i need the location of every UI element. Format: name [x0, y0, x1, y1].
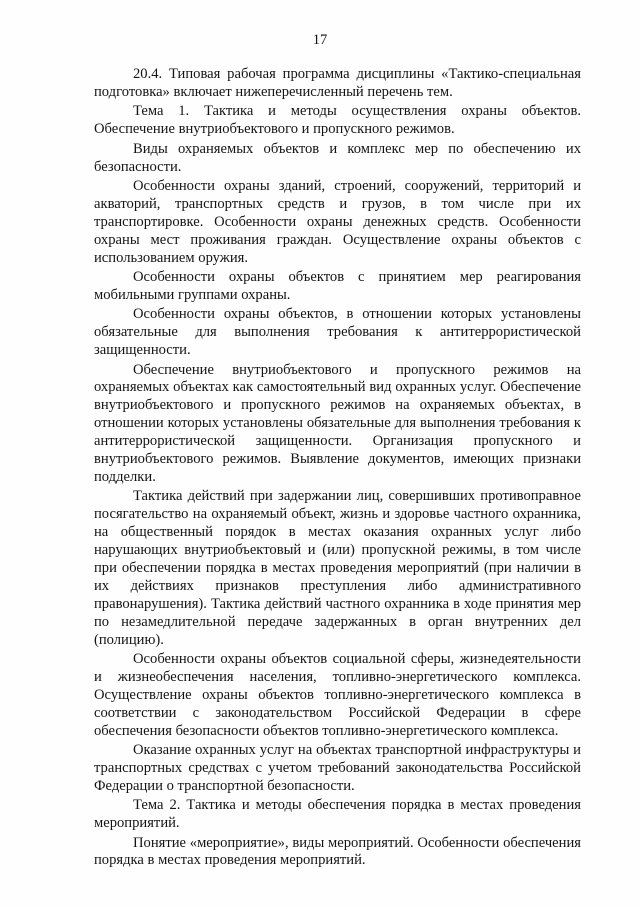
paragraph-access-regime: Обеспечение внутриобъектового и пропускного режимов на охраняемых объектах как самостоятельный вид охранных услуг. Обеспечение внутриобъектового и пропускного режимов на охраняемых объектах, в отношении которых установлены обязательные для выполнения требования к антитеррористической защищенности. Организация пропускного и внутриобъектового режимов. Выявление документов, имеющих признаки подделки. — [94, 361, 581, 485]
document-body — [94, 66, 581, 872]
paragraph-antiterror-objects: Особенности охраны объектов, в отношении которых установлены обязательные для выполнения требования к антитеррористической защищенности. — [94, 306, 581, 359]
paragraph-program-intro: 20.4. Типовая рабочая программа дисциплины «Тактико-специальная подготовка» включает нижеперечисленный перечень тем. — [94, 66, 581, 100]
paragraph-social-energy-objects: Особенности охраны объектов социальной сферы, жизнедеятельности и жизнеобеспечения населения, топливно-энергетического комплекса. Осуществление охраны объектов топливно-энергетического комплекса в соответствии с законодательством Российской Федерации в сфере обеспечения безопасности объектов топливно-энергетического комплекса. — [94, 651, 581, 739]
paragraph-topic-1-heading: Тема 1. Тактика и методы осуществления охраны объектов. Обеспечение внутриобъектового и пропускного режимов. — [94, 103, 581, 138]
paragraph-buildings-protection: Особенности охраны зданий, строений, сооружений, территорий и акваторий, транспортных средств и грузов, в том числе при их транспортировке. Особенности охраны денежных средств. Особенности охраны мест проживания граждан. Осуществление охраны объектов с использованием оружия. — [94, 177, 581, 266]
paragraph-detention-tactics: Тактика действий при задержании лиц, совершивших противоправное посягательство на охраняемый объект, жизнь и здоровье частного охранника, на общественный порядок в местах оказания охранных услуг либо нарушающих внутриобъектовый и (или) пропускной режимы, в том числе при обеспечении порядка в местах проведения мероприятий (при наличии в их действиях признаков преступления либо административного правонарушения). Тактика действий частного охранника в ходе принятия мер по незамедлительной передаче задержанных в орган внутренних дел (полицию). — [94, 488, 581, 648]
paragraph-transport-security: Оказание охранных услуг на объектах транспортной инфраструктуры и транспортных средствах с учетом требований законодательства Российской Федерации о транспортной безопасности. — [94, 742, 581, 794]
paragraph-topic-2-heading: Тема 2. Тактика и методы обеспечения порядка в местах проведения мероприятий. — [94, 797, 581, 832]
paragraph-mobile-groups: Особенности охраны объектов с принятием мер реагирования мобильными группами охраны. — [94, 268, 581, 303]
page-number: 17 — [312, 32, 328, 48]
paragraph-event-concept: Понятие «мероприятие», виды мероприятий. Особенности обеспечения порядка в местах проведения мероприятий. — [94, 834, 581, 869]
paragraph-object-types: Виды охраняемых объектов и комплекс мер по обеспечению их безопасности. — [94, 140, 581, 175]
